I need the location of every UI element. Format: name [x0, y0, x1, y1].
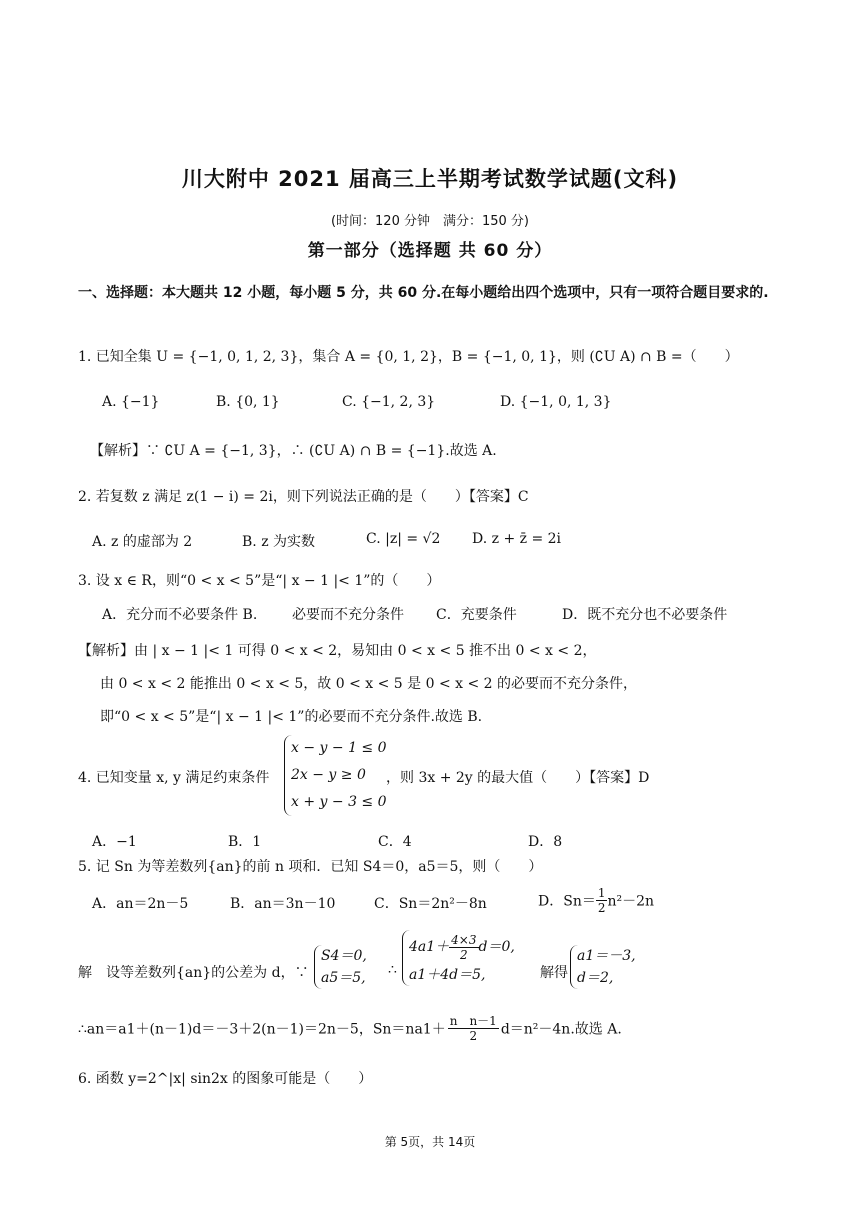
question-5-option-b: B．an＝3n－10 — [230, 896, 336, 912]
question-3-analysis-line-2: 由 0 < x < 2 能推出 0 < x < 5，故 0 < x < 5 是 0 < x < 2 的必要而不充分条件， — [100, 676, 638, 692]
question-2-stem: 2. 若复数 z 满足 z(1 − i) = 2i，则下列说法正确的是（ ）【答案】C — [78, 489, 529, 505]
system-term: d＝0, — [478, 939, 515, 955]
question-4-option-a: A．−1 — [92, 834, 137, 850]
section-heading: 第一部分（选择题 共 60 分） — [307, 241, 553, 261]
question-1-analysis: 【解析】∵ ∁U A = {−1, 3}，∴ (∁U A) ∩ B = {−1}.故选 A. — [90, 443, 497, 459]
system-term: 4a1＋ — [409, 939, 450, 955]
question-3-option-b: 必要而不充分条件 — [292, 607, 404, 623]
fraction-numerator: n n－1 — [449, 1014, 497, 1028]
question-5-option-a: A．an＝2n－5 — [92, 896, 189, 912]
question-4-stem-before: 4. 已知变量 x, y 满足约束条件 — [78, 770, 270, 786]
constraint-line: x − y − 1 ≤ 0 — [291, 740, 387, 756]
question-1-option-a: A. {−1} — [102, 394, 160, 410]
question-3-option-d: D．既不充分也不必要条件 — [562, 607, 728, 623]
exam-duration-info: (时间：120 分钟 满分：150 分) — [330, 214, 530, 229]
question-3-analysis-line-3: 即“0 < x < 5”是“| x − 1 |< 1”的必要而不充分条件.故选 B. — [100, 709, 483, 725]
question-6-stem: 6. 函数 y=2^|x| sin2x 的图象可能是（ ） — [78, 1071, 373, 1087]
final-fraction — [448, 1014, 499, 1043]
constraint-line: 2x − y ≥ 0 — [291, 767, 366, 783]
question-4-stem-after: ，则 3x + 2y 的最大值（ ）【答案】D — [386, 770, 650, 786]
therefore-symbol: ∴ — [388, 962, 397, 978]
question-1-stem: 1. 已知全集 U = {−1, 0, 1, 2, 3}，集合 A = {0, 1, 2}，B = {−1, 0, 1}，则 (∁U A) ∩ B =（ ） — [78, 349, 739, 365]
system-line: S4＝0, — [321, 948, 367, 964]
question-2-option-a: A. z 的虚部为 2 — [92, 534, 193, 550]
section-instructions: 一、选择题：本大题共 12 小题，每小题 5 分，共 60 分.在每小题给出四个选项中，只有一项符合题目要求的. — [78, 285, 769, 301]
final-text-b: d＝n²－4n.故选 A. — [500, 1021, 622, 1038]
question-5-solution-prefix: 解 设等差数列{an}的公差为 d，∵ — [78, 965, 309, 981]
question-4-option-d: D．8 — [528, 834, 563, 850]
question-2-option-b: B. z 为实数 — [242, 534, 316, 550]
question-3-option-c: C．充要条件 — [436, 607, 517, 623]
question-1-option-c: C. {−1, 2, 3} — [342, 394, 436, 410]
question-5-system-1 — [314, 945, 367, 989]
option-d-label: D．Sn＝ — [538, 893, 596, 910]
question-3-analysis-line-1: 【解析】由 | x − 1 |< 1 可得 0 < x < 2，易知由 0 < x < 5 推不出 0 < x < 2， — [78, 643, 597, 659]
fraction-numerator: 4×3 — [451, 932, 477, 947]
question-4-option-c: C．4 — [378, 834, 412, 850]
question-2-option-c: C. |z| = √2 — [366, 531, 441, 547]
question-5-option-c: C．Sn＝2n²－8n — [374, 896, 487, 912]
option-d-tail: n²－2n — [607, 893, 655, 910]
system-line: a5＝5, — [321, 970, 366, 986]
constraint-line: x + y − 3 ≤ 0 — [291, 794, 387, 810]
question-3-stem: 3. 设 x ∈ R，则“0 < x < 5”是“| x − 1 |< 1”的（ ） — [78, 573, 441, 589]
system-line — [409, 930, 515, 964]
question-4-option-b: B．1 — [228, 834, 262, 850]
system-fraction — [449, 933, 478, 962]
question-4-constraint-system — [284, 735, 387, 816]
question-2-option-d: D. z + z̄ = 2i — [472, 531, 562, 547]
solve-label: 解得 — [540, 965, 568, 981]
question-1-option-d: D. {−1, 0, 1, 3} — [500, 394, 612, 410]
fraction-numerator: 1 — [597, 886, 606, 900]
fraction-denominator: 2 — [469, 1029, 478, 1043]
question-5-option-d — [538, 886, 654, 915]
fraction-denominator: 2 — [460, 947, 468, 962]
question-1-option-b: B. {0, 1} — [216, 394, 280, 410]
option-d-fraction — [596, 886, 608, 915]
page-number: 第 5页，共 14页 — [384, 1135, 476, 1149]
system-line: a1＝－3, — [577, 948, 636, 964]
final-text-a: ∴an＝a1＋(n－1)d＝－3＋2(n－1)＝2n－5，Sn＝na1＋ — [78, 1021, 446, 1038]
fraction-denominator: 2 — [597, 901, 606, 915]
system-line: d＝2, — [577, 970, 614, 986]
system-line: a1＋4d＝5, — [409, 967, 486, 983]
question-5-system-3 — [570, 945, 636, 989]
page-title: 川大附中 2021 届高三上半期考试数学试题(文科) — [181, 167, 679, 191]
question-5-final-line — [78, 1014, 622, 1043]
question-3-option-a: A．充分而不必要条件 B. — [102, 607, 258, 623]
question-5-stem: 5. 记 Sn 为等差数列{an}的前 n 项和．已知 S4＝0，a5＝5，则（ ） — [78, 859, 543, 875]
question-5-system-2 — [402, 930, 515, 986]
